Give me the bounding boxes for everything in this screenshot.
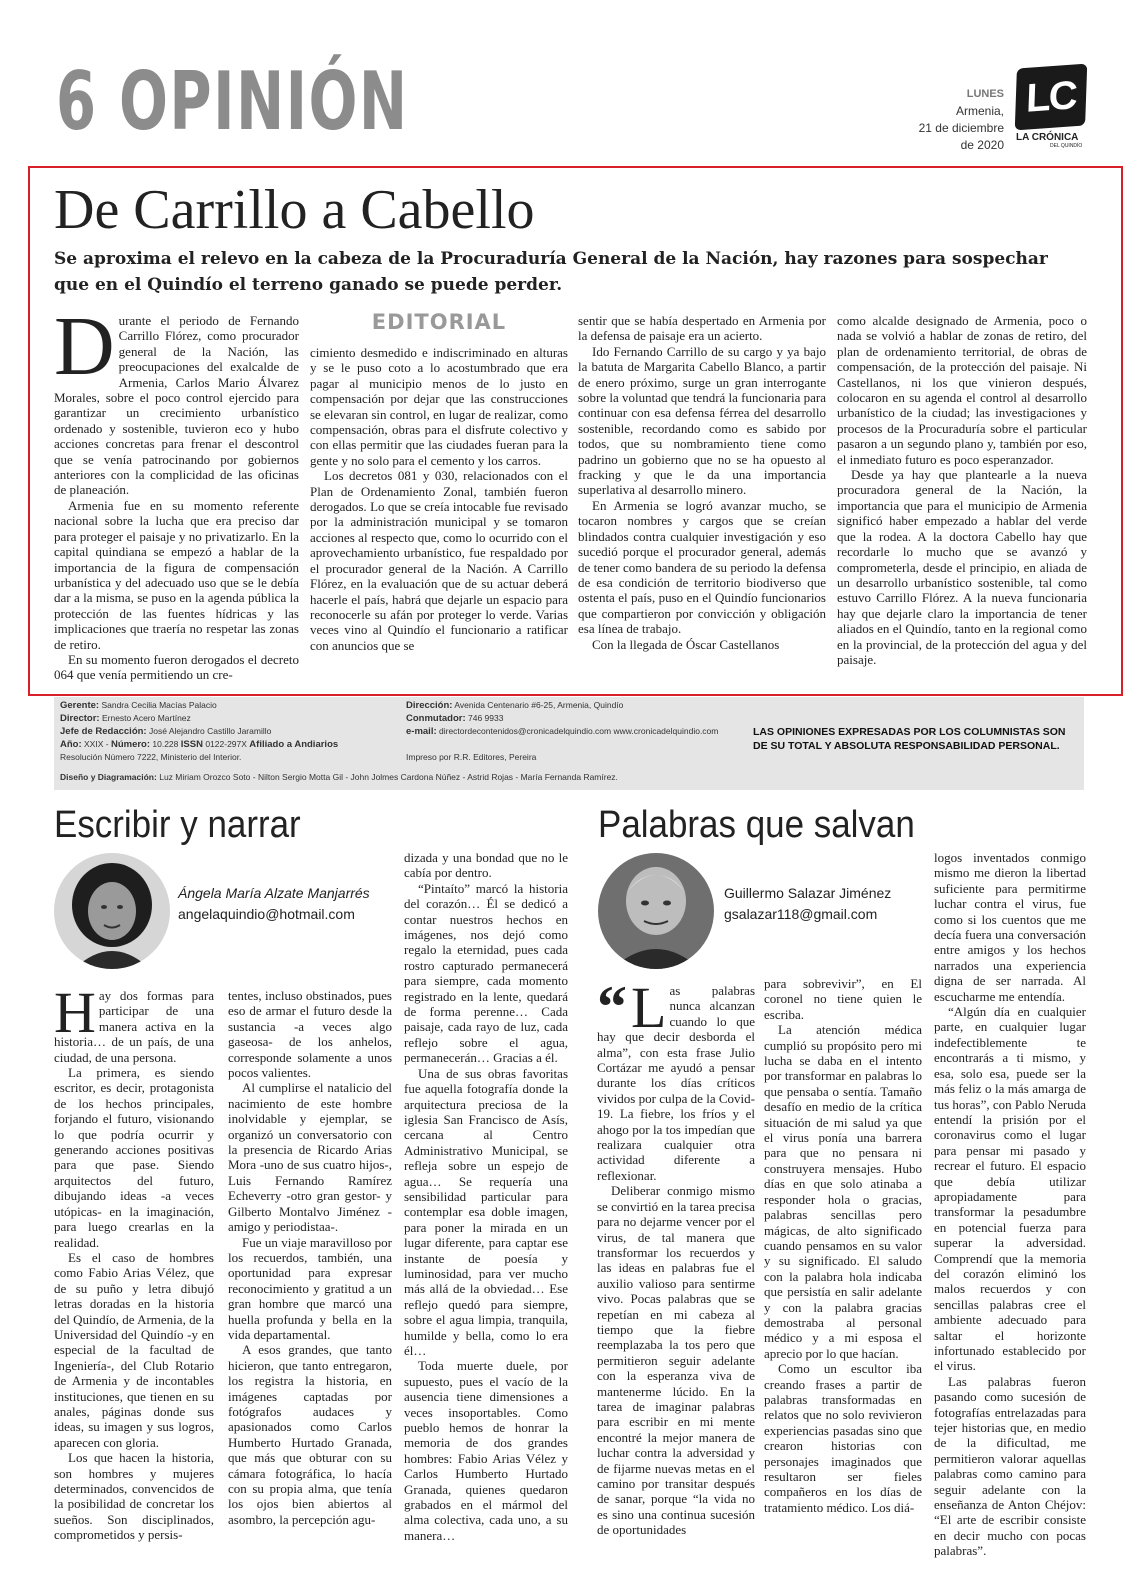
paragraph: dizada y una bondad que no le cabía por dentro. (404, 850, 568, 881)
masthead-label: e-mail: (406, 726, 437, 737)
author-a-byline (178, 883, 370, 925)
paragraph: En Armenia se logró avanzar mucho, se tocaron nombres y cargos que se creían blindados contra cualquier investigación y eso sucedió porque el procurador general, además de tener como bandera de su periodo la defensa de esa condición de territorio biodiverso que ostenta el país, puso en el Quindío funcionarios que compartieron por convicción y obligación esa línea de trabajo. (578, 497, 826, 637)
masthead-value: XXIX - (84, 739, 109, 749)
masthead-disclaimer: LAS OPINIONES EXPRESADAS POR LOS COLUMNISTAS SON DE SU TOTAL Y ABSOLUTA RESPONSABILIDAD PERSONAL. (753, 726, 1066, 752)
author-b-photo-icon (598, 853, 714, 969)
paragraph: Los decretos 081 y 030, relacionados con el Plan de Ordenamiento Zonal, también fueron derogados. Lo que se creía intocable fue revisado por la administración municipal y se tomaron acciones al respecto que, como lo ocurrido con el aprovechamiento urbanístico, fue respaldado por el procurador general de la Nación. A Carrillo Flórez, en la evaluación que de su actuar deberá hacerle el país, habrá que dejarle un espacio para reconocerle su afán por proteger lo verde. Varias veces vino al Quindío el funcionario a ratificar con anuncios que se (310, 468, 568, 653)
editorial-column-4 (837, 313, 1087, 667)
paragraph: “Pintaíto” marcó la historia del corazón… Él se dedicó a contar nuestros hechos en imágenes, nos dejó como regalo la eternidad, pues cada rostro capturado permanecerá para siempre, cada momento registrado en la lente, quedará de forma perenne… Cada paisaje, cada rayo de luz, cada reflejo sobre el agua, permanecerán… Gracias a él. (404, 880, 568, 1066)
paragraph: como alcalde designado de Armenia, poco o nada se volvió a hablar de zonas de retiro, del plan de ordenamiento territorial, de obras de compensación, de la protección del paisaje. Ni Castellanos, ni los que vinieron después, colocaron en su agenda el control al desarrollo urbanístico de la ciudad; las investigaciones y procesos de la Procuraduría sobre el particular pasaron a un segundo plano y, también por eso, el inmediato futuro es poco esperanzador. (837, 313, 1087, 467)
logo-name: LA CRÓNICA (1016, 132, 1079, 143)
column-a-text-2 (228, 988, 392, 1527)
paragraph: En su momento fueron derogados el decreto 064 que venía permitiendo un cre- (54, 651, 299, 683)
editorial-dropcap: D (54, 300, 115, 393)
masthead-label: Diseño y Diagramación: (60, 772, 157, 782)
paragraph: logos inventados conmigo mismo me dieron la libertad suficiente para permitirme luchar contra el virus, fue como si los cuentos que me decía fuera una conversación entre amigos y los hechos narrados una experiencia digna de ser narrada. Al escucharme me entendía. (934, 850, 1086, 1004)
author-a-photo-icon (54, 853, 170, 969)
author-b-byline (724, 883, 891, 925)
masthead-label: Gerente: (60, 700, 100, 711)
dateline-day: LUNES (966, 88, 1004, 100)
editorial-headline: De Carrillo a Cabello (54, 179, 535, 241)
masthead-value: Afiliado a Andiarios (249, 739, 339, 750)
author-b-name: Guillermo Salazar Jiménez (724, 885, 892, 901)
opening-quote-mark: “ (597, 974, 627, 1040)
masthead-value: 10.228 (152, 739, 179, 749)
paragraph: Las palabras fueron pasando como sucesión de fotografías entrelazadas para tejer historias que, en medio de la dificultad, me permitieron valorar aquellas palabras como camino para seguir adelante con la enseñanza de Anton Chéjov: “El arte de escribir consiste en decir mucho con pocas palabras”. (934, 1373, 1086, 1559)
masthead-value: Ernesto Acero Martínez (101, 713, 191, 723)
paragraph: para sobrevivir”, en El coronel no tiene quien le escriba. (764, 976, 922, 1022)
dateline-date: 21 de diciembre (918, 121, 1004, 135)
paragraph: cimiento desmedido e indiscriminado en alturas y se le puso coto a lo acostumbrado que era pagar al municipio menos de lo justo en compensación por dejar que las construcciones se elevaran sin control, en lugar de realizar, como compensación, obras para el disfrute colectivo y con ellas permitir que las ciudades fueran para la gente y no solo para el cemento y los carros. (310, 345, 568, 468)
newspaper-logo (1016, 66, 1086, 150)
column-a-dropcap: H (54, 980, 96, 1045)
paragraph: Armenia fue en su momento referente nacional sobre la lucha que era preciso dar para proteger el paisaje y no privatizarlo. En la capital quindiana se empezó a hablar de la importancia de la figura de compensación urbanística y del adecuado uso que se le debía dar a la misma, se puso en la agenda pública la protección de las fuentes hídricas y las implicaciones que traería no respetar las zonas de retiro. (54, 497, 299, 652)
masthead-value: Luz Miriam Orozco Soto - Nilton Sergio Motta Gil - John Jolmes Cardona Núñez - Astrid Rojas - María Fernanda Ramírez. (159, 772, 618, 782)
paragraph: La primera, es siendo escritor, es decir, protagonista de los hechos principales, forjando el futuro, visionando lo que podría ocurrir y generando acciones positivas para que pase. Siendo arquitectos del futuro, dibujando ideas -a veces utópicas- en la imaginación, para luego crearlas en la realidad. (54, 1065, 214, 1250)
editorial-column-1 (54, 300, 299, 683)
paragraph: Los que hacen la historia, son hombres y mujeres determinados, convencidos de la posibilidad de concretar los sueños. Son disciplinados, comprometidos y persis- (54, 1450, 214, 1543)
column-b-dropcap: L (631, 975, 667, 1040)
column-b-text-2 (764, 976, 922, 1515)
masthead-label: Número: (110, 739, 151, 750)
paragraph: La atención médica cumplió su propósito pero mi lucha se daba en el intento por transformar en palabras lo que pensaba o sentía. Tamaño desafío en medio de la crítica situación de mi salud ya que el virus ponía una barrera para que no pensara ni construyera mensajes. Hubo días en que solo atinaba a responder hola o gracias, palabras sencillas pero mágicas, de alto significado cuando pensamos en su valor y su significado. El saludo con la palabra hola indicaba que persistía en salir adelante y con la palabra gracias demostraba al personal médico y a mi esposa el aprecio por lo que hacían. (764, 1022, 922, 1361)
author-a-email[interactable]: angelaquindio@hotmail.com (178, 906, 355, 922)
author-b-email[interactable]: gsalazar118@gmail.com (724, 906, 878, 922)
masthead-value: 0122-297X (205, 739, 247, 749)
masthead-value: Avenida Centenario #6-25, Armenia, Quindío (454, 700, 624, 710)
column-a-text-1 (54, 980, 214, 1543)
masthead-label: Dirección: (406, 700, 453, 711)
paragraph: Como un escultor iba creando frases a partir de palabras transformadas en relatos que no solo revivieron experiencias pasadas sino que crearon historias con personajes imaginados que resultaron ser fieles compañeros en los días de tratamiento médico. Los diá- (764, 1361, 922, 1515)
dateline-city: Armenia, (955, 104, 1004, 118)
paragraph: as palabras nunca alcanzan cuando lo que hay que decir desborda el alma”, con esta frase Julio Cortázar me ayudó a pensar durante los días críticos vividos por culpa de la Covid-19. La fiebre, los fríos y el ahogo por la tos impedían que realizara cualquier otra actividad diferente a reflexionar. (597, 983, 755, 1183)
author-b-avatar (598, 853, 714, 969)
paragraph: Es el caso de hombres como Fabio Arias Vélez, que de su puño y letra dibujó letras doradas en la historia del Quindío, de Armenia, de la Universidad del Quindío -y en especial de la facultad de Ingeniería-, del Club Rotario de Armenia y de incontables instituciones, que tienen en su anales, páginas donde sus ideas, su imagen y sus logros, aparecen con gloria. (54, 1249, 214, 1450)
paragraph: Al cumplirse el natalicio del nacimiento de este hombre inolvidable y ejemplar, se organizó un conversatorio con la presencia de Ricardo Arias Mora -uno de sus cuatro hijos-, Luis Fernando Ramírez Echeverry -otro gran gestor- y Gilberto Montalvo Jiménez -amigo y periodistaa-. (228, 1080, 392, 1235)
masthead-value: José Alejandro Castillo Jaramillo (148, 726, 272, 736)
logo-sub: DEL QUINDÍO (1050, 143, 1083, 149)
masthead-label: Director: (60, 713, 100, 724)
paragraph: sentir que se había despertado en Armenia por la defensa de paisaje era un acierto. (578, 313, 826, 344)
author-a-avatar (54, 853, 170, 969)
dateline-year: de 2020 (960, 138, 1004, 152)
paragraph: Con la llegada de Óscar Castellanos (592, 636, 780, 652)
paragraph: urante el periodo de Fernando Carrillo Flórez, como procurador general de la Nación, las preocupaciones del exalcalde de Armenia, Carlos Mario Álvarez Morales, sobre el poco control ejercido para garantizar un crecimiento urbanístico ordenado y sostenible, tuvieron eco y hubo acciones concretas para frenar el descontrol que se venía patrocinando por gobiernos anteriores con la complicidad de las oficinas de planeación. (54, 313, 299, 498)
masthead-box (54, 697, 1084, 790)
editorial-column-3 (578, 313, 826, 652)
editorial-label: EDITORIAL (371, 310, 507, 334)
masthead-label: ISSN (180, 739, 203, 750)
masthead-contact (406, 699, 718, 764)
column-b-text-1 (597, 974, 755, 1538)
masthead-value: Impreso por R.R. Editores, Pereira (406, 752, 537, 762)
paragraph: Fue un viaje maravilloso por los recuerdos, también, una oportunidad para expresar reconocimiento y gratitud a un gran hombre que marcó una huella profunda y bella en la vida departamental. (228, 1234, 392, 1342)
masthead-label: Conmutador: (406, 713, 466, 724)
dateline (919, 86, 1004, 154)
column-b-title: Palabras que salvan (598, 804, 915, 846)
page-section-title: 6 OPINIÓN (56, 55, 409, 148)
masthead-value: Sandra Cecilia Macías Palacio (101, 700, 217, 710)
paragraph: Ido Fernando Carrillo de su cargo y ya bajo la batuta de Margarita Cabello Blanco, a partir de enero próximo, surge un gran interrogante sobre la voluntad que tendrá la funcionaria para continuar con esa defensa férrea del desarrollo sostenible, recordando como es sabido por todos, que su nombramiento tiene como padrino un gobierno que no se ha opuesto al fracking y que le da una importancia superlativa al desarrollo minero. (578, 343, 826, 498)
masthead-value: 746 9933 (468, 713, 504, 723)
masthead-value: Resolución Número 7222, Ministerio del Interior. (60, 752, 242, 762)
masthead-label: Jefe de Redacción: (60, 726, 147, 737)
paragraph: Desde ya hay que plantearle a la nueva procuradora general de la Nación, la importancia que para el municipio de Armenia significó haber empezado a hablar del verde que la rodea. A la doctora Cabello hay que recordarle lo mucho que se avanzó y comprometerla, desde el principio, en aliada de un desarrollo urbanístico sostenible, tal como estuvo Carrillo Flórez. A la nueva funcionaria hay que dejarle claro la importancia de tener aliados en el Quindío, tanto en la regional como en la provincial, de la protección del agua y del paisaje. (837, 467, 1087, 667)
masthead-email[interactable]: directordecontenidos@cronicadelquindio.com www.cronicadelquindio.com (439, 726, 719, 736)
paragraph: A esos grandes, que tanto hicieron, que tanto entregaron, los registra la historia, en imágenes captadas por fotógrafos audaces y apasionados como Carlos Humberto Hurtado Granada, que más que obturar con su cámara fotográfica, lo hacía con su propia alma, que tenía los ojos bien abiertos al asombro, la percepción agu- (228, 1342, 392, 1527)
column-b-text-3 (934, 850, 1086, 1559)
paragraph: tentes, incluso obstinados, pues eso de armar el futuro desde la sustancia -a veces algo gaseosa- de los anhelos, corresponde solamente a unos pocos valientes. (228, 988, 392, 1081)
logo-mark: LC (1015, 64, 1088, 131)
masthead-staff (60, 699, 338, 764)
column-a-text-3 (404, 850, 568, 1543)
paragraph: “Algún día en cualquier parte, en cualquier lugar indefectiblemente te encontrarás a ti mismo, y esa, solo esa, puede ser la más feliz o la más amarga de tus horas”, con Pablo Neruda entendí la prisión por el coronavirus como el lugar para pensar mi pasado y recrear el futuro. El espacio que debía utilizar apropiadamente para transformar la pesadumbre en potencial fuerza para superar la adversidad. Comprendí que la memoria del corazón eliminó los malos recuerdos y con sencillas palabras cree el ambiente adecuado para saltar el horizonte infortunado establecido por el virus. (934, 1004, 1086, 1374)
author-a-name: Ángela María Alzate Manjarrés (178, 885, 370, 901)
masthead-credits (60, 771, 618, 784)
paragraph: Una de sus obras favoritas fue aquella fotografía donde la arquitectura preciosa de la iglesia San Francisco de Asís, cercana al Centro Administrativo Municipal, se refleja sobre un espejo de agua… Se requería una sensibilidad particular para contemplar esa doble imagen, para poner la mirada en un lugar diferente, para captar ese instante de poesía y luminosidad, para ver mucho más allá de la obviedad… Ese reflejo quedó para siempre, sobre el agua limpia, tranquila, humilde y bella, como lo era él… (404, 1065, 568, 1358)
editorial-column-2 (310, 345, 568, 653)
column-a-title: Escribir y narrar (54, 804, 301, 846)
masthead-label: Año: (60, 739, 82, 750)
paragraph: ay dos formas para participar de una manera activa en la historia… de un país, de una ciudad, de una persona. (54, 988, 214, 1065)
paragraph: Deliberar conmigo mismo se convirtió en la tarea precisa para no dejarme vencer por el virus, de tal manera que transformar los recuerdos y las ideas en palabras fue el auxilio valioso para sentirme vivo. Pocas palabras que se repetían en mi cabeza al tiempo que la fiebre reemplazaba la tos pero que permitieron seguir adelante con la esperanza viva de mantenerme lúcido. En la tarea de imaginar palabras para escribir en mi mente encontré la mejor manera de luchar contra la adversidad y de fijarme nuevas metas en el camino por transitar después de sanar, porque “la vida no es sino una continua sucesión de oportunidades (597, 1183, 755, 1538)
editorial-deck: Se aproxima el relevo en la cabeza de la Procuraduría General de la Nación, hay razones para sospechar que en el Quindío el terreno ganado se puede perder. (54, 249, 1048, 295)
paragraph: Toda muerte duele, por supuesto, pues el vacío de la ausencia tiene dimensiones a veces insoportables. Como pueblo hemos de honrar la memoria de dos grandes hombres: Fabio Arias Vélez y Carlos Humberto Hurtado Granada, quienes quedaron grabados en el mármol del alma colectiva, cada uno, a su manera… (404, 1358, 568, 1543)
